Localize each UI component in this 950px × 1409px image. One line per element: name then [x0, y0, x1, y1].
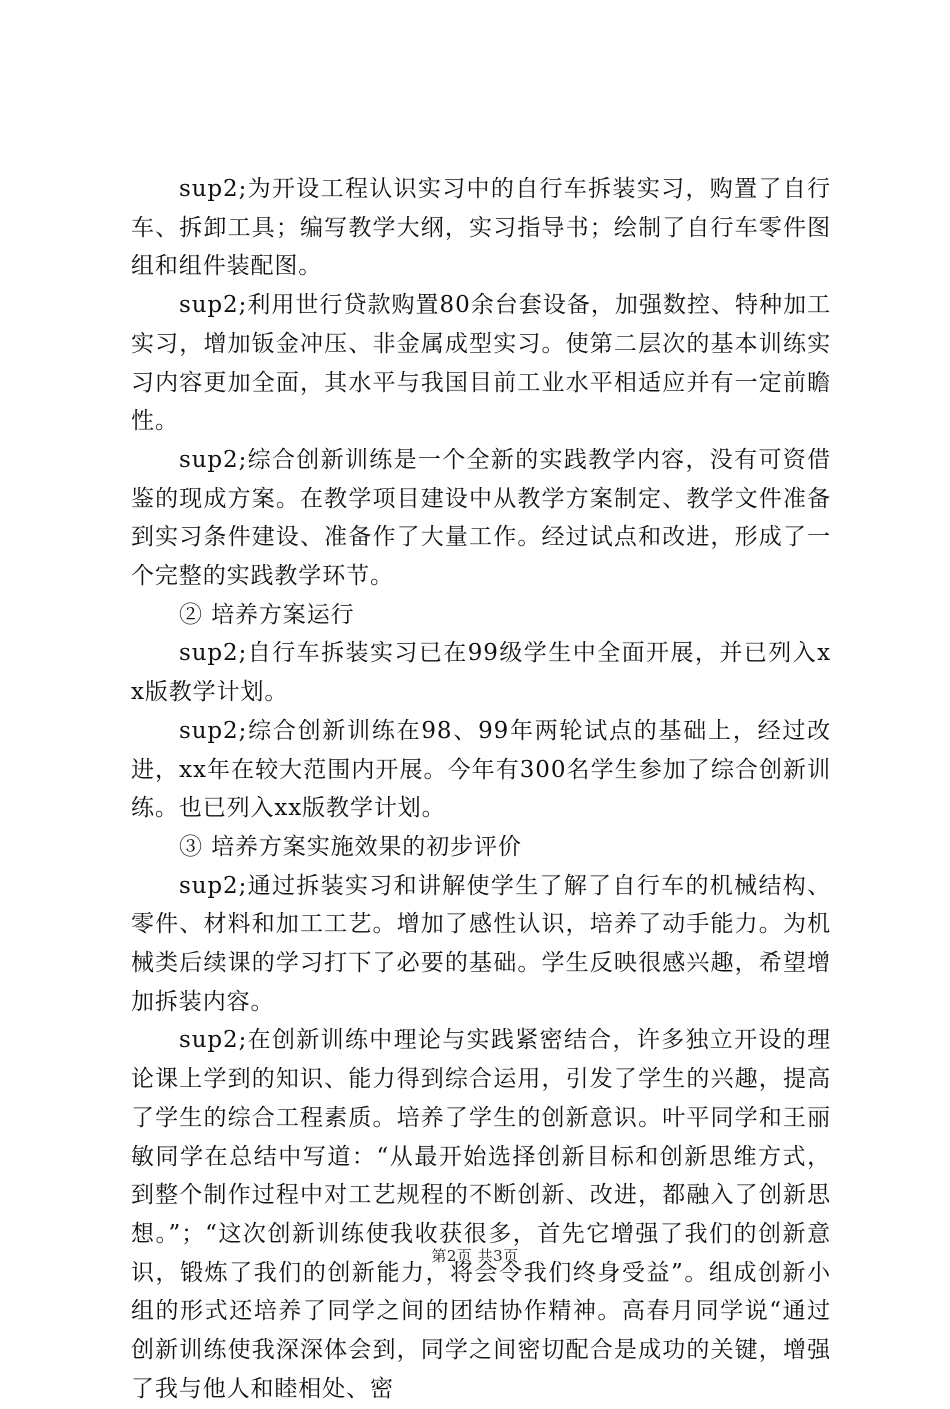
section-heading-plan-operation: ② 培养方案运行: [179, 601, 355, 628]
paragraph-disassembly-effect: sup2;通过拆装实习和讲解使学生了解了自行车的机械结构、零件、材料和加工工艺。增加了感性认识，培养了动手能力。为机械类后续课的学习打下了必要的基础。学生反映很感兴趣，希望增加拆装内容。: [131, 872, 831, 1015]
section-heading-preliminary-evaluation: ③ 培养方案实施效果的初步评价: [179, 833, 522, 860]
paragraph-bicycle-equipment: sup2;为开设工程认识实习中的自行车拆装实习，购置了自行车、拆卸工具；编写教学大纲，实习指导书；绘制了自行车零件图组和组件装配图。: [131, 176, 831, 280]
paragraph-world-bank-loan: sup2;利用世行贷款购置80余台套设备，加强数控、特种加工实习，增加钣金冲压、非金属成型实习。使第二层次的基本训练实习内容更加全面，其水平与我国目前工业水平相适应并有一定前瞻性。: [131, 292, 831, 435]
paragraph-innovation-training-new: sup2;综合创新训练是一个全新的实践教学内容，没有可资借鉴的现成方案。在教学项目建设中从教学方案制定、教学文件准备到实习条件建设、准备作了大量工作。经过试点和改进，形成了一个完整的实践教学环节。: [131, 446, 831, 590]
paragraph-innovation-effect: sup2;在创新训练中理论与实践紧密结合，许多独立开设的理论课上学到的知识、能力得到综合运用，引发了学生的兴趣，提高了学生的综合工程素质。培养了学生的创新意识。叶平同学和王丽敏同学在总结中写道：“从最开始选择创新目标和创新思维方式，到整个制作过程中对工艺规程的不断创新、改进，都融入了创新思想。”；“这次创新训练使我收获很多，首先它增强了我们的创新意识，锻炼了我们的创新能力，将会令我们终身受益”。组成创新小组的形式还培养了同学之间的团结协作精神。高春月同学说“通过创新训练使我深深体会到，同学之间密切配合是成功的关键，增强了我与他人和睦相处、密: [131, 1027, 831, 1402]
paragraph-innovation-training-pilot: sup2;综合创新训练在98、99年两轮试点的基础上，经过改进，xx年在较大范围内开展。今年有300名学生参加了综合创新训练。也已列入xx版教学计划。: [131, 717, 831, 822]
page-number-footer: 第2页 共3页: [431, 1247, 519, 1265]
document-body: [131, 170, 831, 1409]
paragraph-bicycle-practice-rollout: sup2;自行车拆装实习已在99级学生中全面开展，并已列入xx版教学计划。: [131, 640, 831, 706]
